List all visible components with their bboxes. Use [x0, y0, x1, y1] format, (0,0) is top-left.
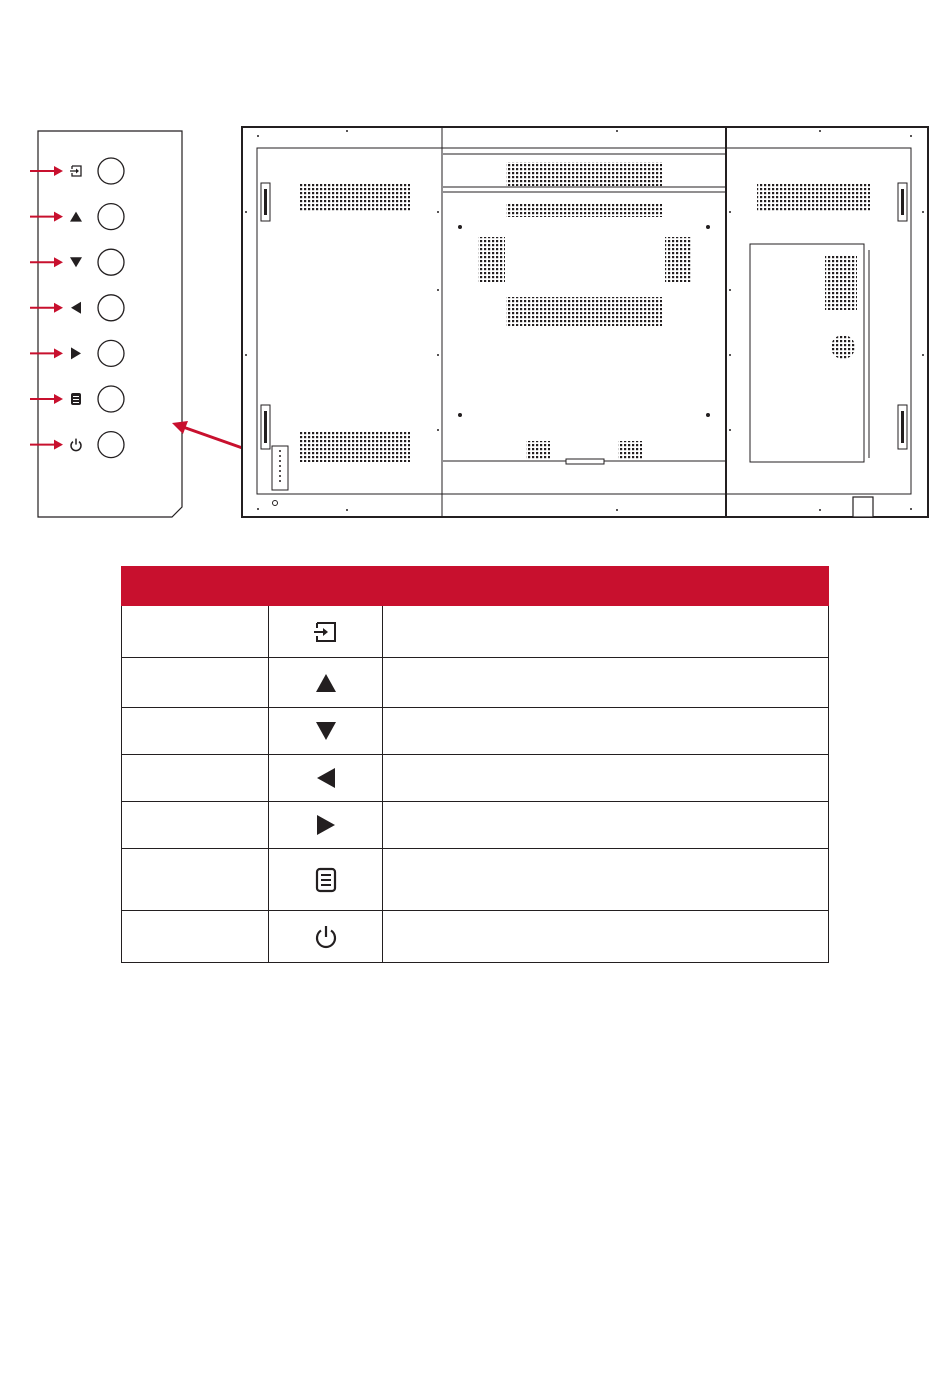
vent-grille: [478, 237, 505, 282]
panel-button[interactable]: [98, 340, 124, 366]
table-row: [122, 911, 829, 963]
left-arrow-icon: [269, 755, 383, 802]
table-header-cell: [122, 567, 269, 606]
vent-grille: [506, 162, 662, 186]
vent-grille: [825, 256, 857, 310]
table-row: [122, 802, 829, 849]
panel-button[interactable]: [98, 386, 124, 412]
handle: [901, 411, 904, 443]
key-name-cell: [122, 755, 269, 802]
key-name-cell: [122, 606, 269, 658]
key-description-cell: [383, 911, 829, 963]
control-panel-outline: [38, 131, 182, 517]
panel-button[interactable]: [98, 158, 124, 184]
key-name-cell: [122, 802, 269, 849]
key-name-cell: [122, 911, 269, 963]
panel-button[interactable]: [98, 295, 124, 321]
key-description-cell: [383, 755, 829, 802]
vent-grille: [506, 297, 662, 326]
handle: [264, 189, 267, 215]
table-row: [122, 755, 829, 802]
display-rear-view: [242, 127, 928, 517]
vent-grille: [506, 203, 662, 217]
vent-grille: [299, 183, 410, 212]
key-description-cell: [383, 802, 829, 849]
table-row: [122, 708, 829, 755]
fan-grille: [831, 335, 855, 359]
vent-grille: [299, 432, 410, 462]
handle: [264, 411, 267, 443]
table-header-row: [122, 567, 829, 606]
key-name-cell: [122, 658, 269, 708]
panel-button[interactable]: [98, 204, 124, 230]
handle: [901, 189, 904, 215]
key-description-cell: [383, 708, 829, 755]
panel-button[interactable]: [98, 249, 124, 275]
table-header-cell: [383, 567, 829, 606]
control-panel-closeup: [30, 131, 182, 517]
power-icon: [269, 911, 383, 963]
key-description-cell: [383, 849, 829, 911]
rear-panel-diagram: [0, 0, 950, 540]
panel-button[interactable]: [98, 432, 124, 458]
input-icon: [269, 606, 383, 658]
key-name-cell: [122, 708, 269, 755]
key-description-cell: [383, 606, 829, 658]
right-arrow-icon: [269, 802, 383, 849]
key-description-cell: [383, 658, 829, 708]
vent-grille: [618, 441, 642, 459]
menu-icon: [71, 393, 81, 405]
table-row: [122, 849, 829, 911]
vent-grille: [665, 237, 692, 282]
down-arrow-icon: [269, 708, 383, 755]
table-row: [122, 606, 829, 658]
table-row: [122, 658, 829, 708]
vent-grille: [526, 441, 550, 459]
up-arrow-icon: [269, 658, 383, 708]
table-header-cell: [269, 567, 383, 606]
control-key-table: [121, 566, 829, 963]
vent-grille: [757, 183, 870, 212]
key-name-cell: [122, 849, 269, 911]
menu-icon: [269, 849, 383, 911]
power-inlet: [853, 497, 873, 517]
rear-keypad: [272, 446, 288, 490]
